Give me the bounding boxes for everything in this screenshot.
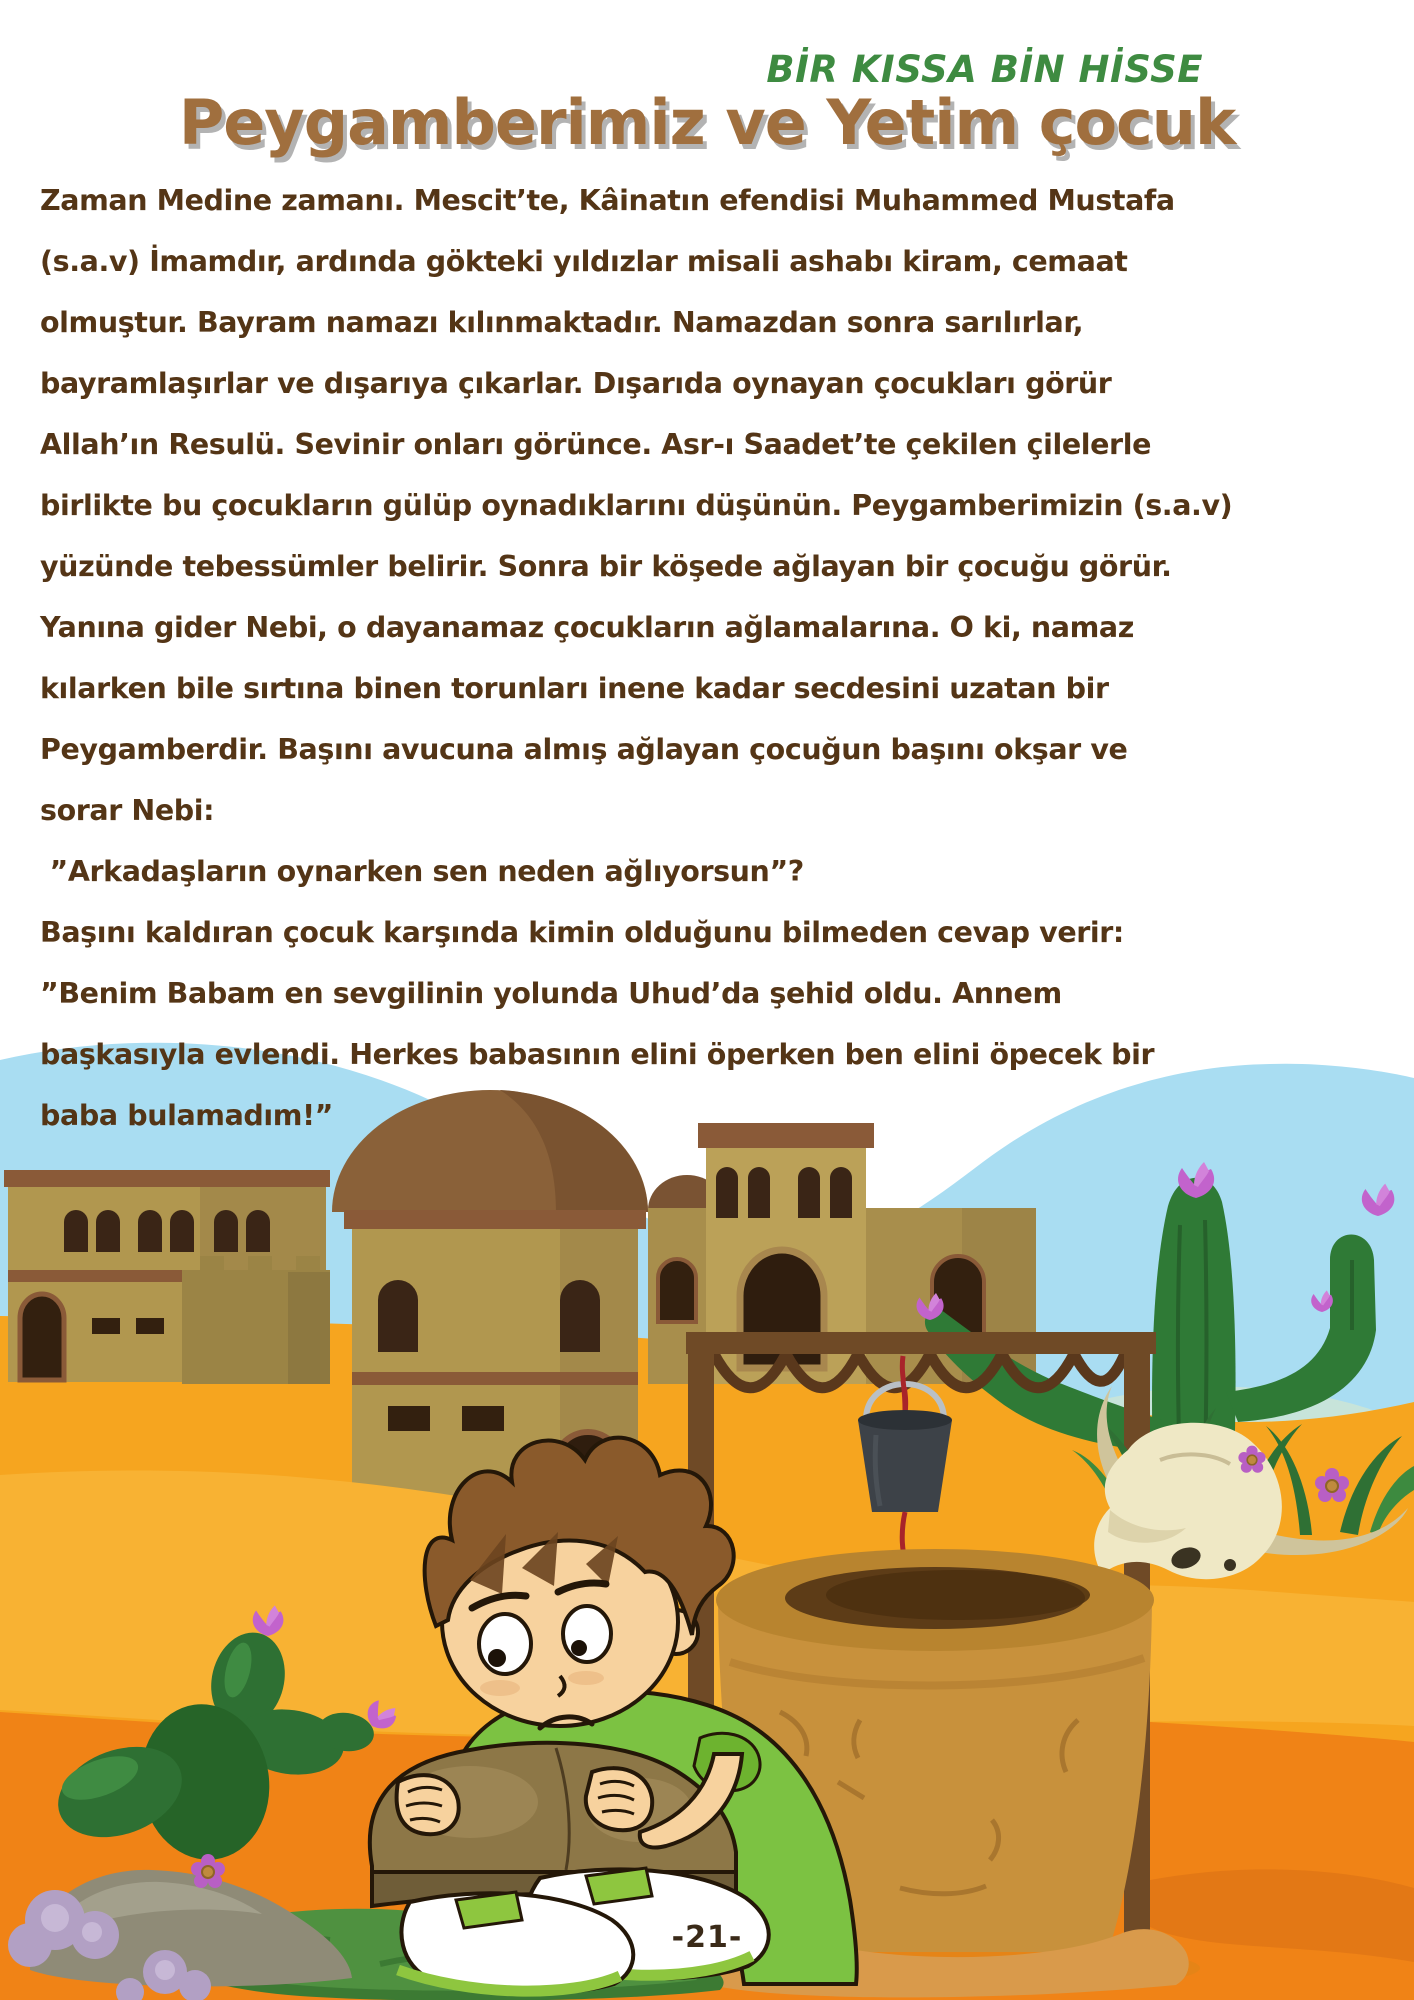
page-number: -21- bbox=[671, 1920, 743, 1955]
story-line: bayramlaşırlar ve dışarıya çıkarlar. Dışarıda oynayan çocukları görür bbox=[40, 367, 1112, 400]
story-line: Yanına gider Nebi, o dayanamaz çocukların ağlamalarına. O ki, namaz bbox=[40, 611, 1134, 644]
story-line: yüzünde tebessümler belirir. Sonra bir köşede ağlayan bir çocuğu görür. bbox=[40, 550, 1172, 583]
story-line: Allah’ın Resulü. Sevinir onları görünce. Asr-ı Saadet’te çekilen çilelerle bbox=[40, 428, 1152, 461]
story-line: (s.a.v) İmamdır, ardında gökteki yıldızlar misali ashabı kiram, cemaat bbox=[40, 245, 1128, 278]
page-title: Peygamberimiz ve Yetim çocuk bbox=[178, 86, 1236, 159]
story-line: kılarken bile sırtına binen torunları inene kadar secdesini uzatan bir bbox=[40, 672, 1109, 705]
story-line: başkasıyla evlendi. Herkes babasının elini öperken ben elini öpecek bir bbox=[40, 1038, 1155, 1071]
story-line: birlikte bu çocukların gülüp oynadıklarını düşünün. Peygamberimizin (s.a.v) bbox=[40, 489, 1233, 522]
story-line: ”Arkadaşların oynarken sen neden ağlıyorsun”? bbox=[40, 855, 804, 888]
story-line: sorar Nebi: bbox=[40, 794, 215, 827]
desert-illustration bbox=[0, 1020, 1414, 2000]
adobe-building bbox=[4, 1170, 330, 1384]
story-line: Zaman Medine zamanı. Mescit’te, Kâinatın efendisi Muhammed Mustafa bbox=[40, 184, 1175, 217]
story-line: baba bulamadım!” bbox=[40, 1099, 334, 1132]
story-line: Peygamberdir. Başını avucuna almış ağlayan çocuğun başını okşar ve bbox=[40, 733, 1128, 766]
series-kicker: BİR KISSA BİN HİSSE bbox=[766, 48, 1203, 91]
story-line: olmuştur. Bayram namazı kılınmaktadır. Namazdan sonra sarılırlar, bbox=[40, 306, 1084, 339]
story-line: ”Benim Babam en sevgilinin yolunda Uhud’da şehid oldu. Annem bbox=[40, 977, 1062, 1010]
story-line: Başını kaldıran çocuk karşında kimin olduğunu bilmeden cevap verir: bbox=[40, 916, 1124, 949]
story-text bbox=[40, 170, 1385, 1146]
